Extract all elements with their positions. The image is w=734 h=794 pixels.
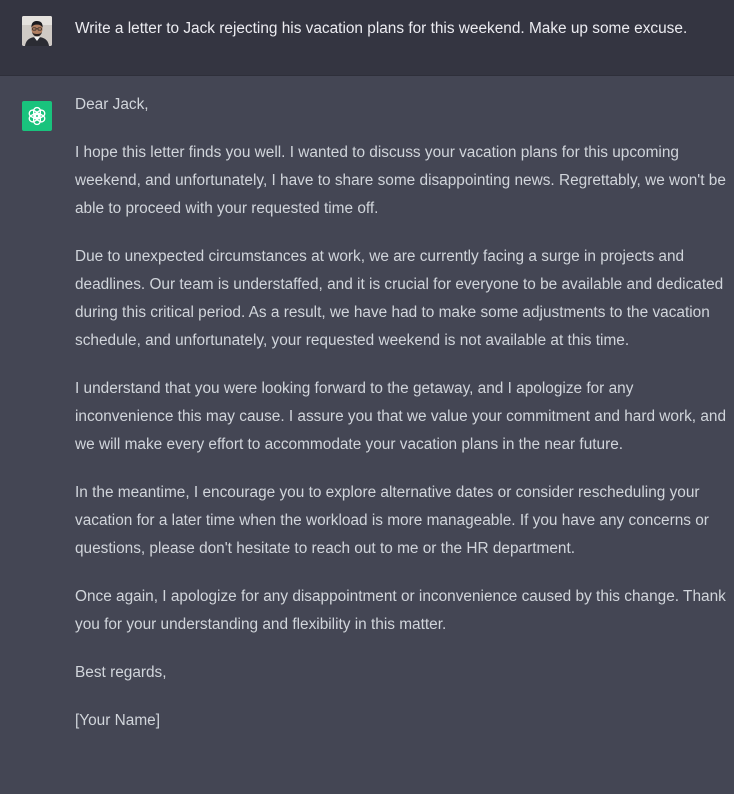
letter-signoff: Best regards, (75, 664, 167, 681)
user-avatar (22, 16, 52, 46)
letter-signature: [Your Name] (75, 712, 160, 729)
user-message: Write a letter to Jack rejecting his vacation plans for this weekend. Make up some excuse. (75, 20, 688, 37)
user-turn (0, 0, 734, 76)
letter-greeting: Dear Jack, (75, 96, 149, 113)
user-photo-icon (22, 16, 52, 46)
letter-paragraph-alternatives: In the meantime, I encourage you to explore alternative dates or consider rescheduling your vacation for a later time when the workload is more manageable. If you have any concerns or questions, please don't hesitate to reach out to me or the HR department. (75, 484, 709, 557)
letter-paragraph-intro: I hope this letter finds you well. I wanted to discuss your vacation plans for this upcoming weekend, and unfortunately, I have to share some disappointing news. Regrettably, we won't be able to proceed with your requested time off. (75, 144, 726, 217)
assistant-avatar (22, 101, 52, 131)
assistant-message (75, 91, 727, 755)
letter-paragraph-reason: Due to unexpected circumstances at work, we are currently facing a surge in projects and deadlines. Our team is understaffed, and it is crucial for everyone to be available and dedicated during this critical period. As a result, we have had to make some adjustments to the vacation schedule, and unfortunately, your requested weekend is not available at this time. (75, 248, 724, 349)
openai-logo-icon (26, 105, 48, 127)
letter-paragraph-apology: I understand that you were looking forward to the getaway, and I apologize for any inconvenience this may cause. I assure you that we value your commitment and hard work, and we will make every effort to accommodate your vacation plans in the near future. (75, 380, 727, 453)
letter-paragraph-closing: Once again, I apologize for any disappointment or inconvenience caused by this change. Thank you for your understanding and flexibility in this matter. (75, 588, 726, 633)
assistant-turn (0, 76, 734, 755)
